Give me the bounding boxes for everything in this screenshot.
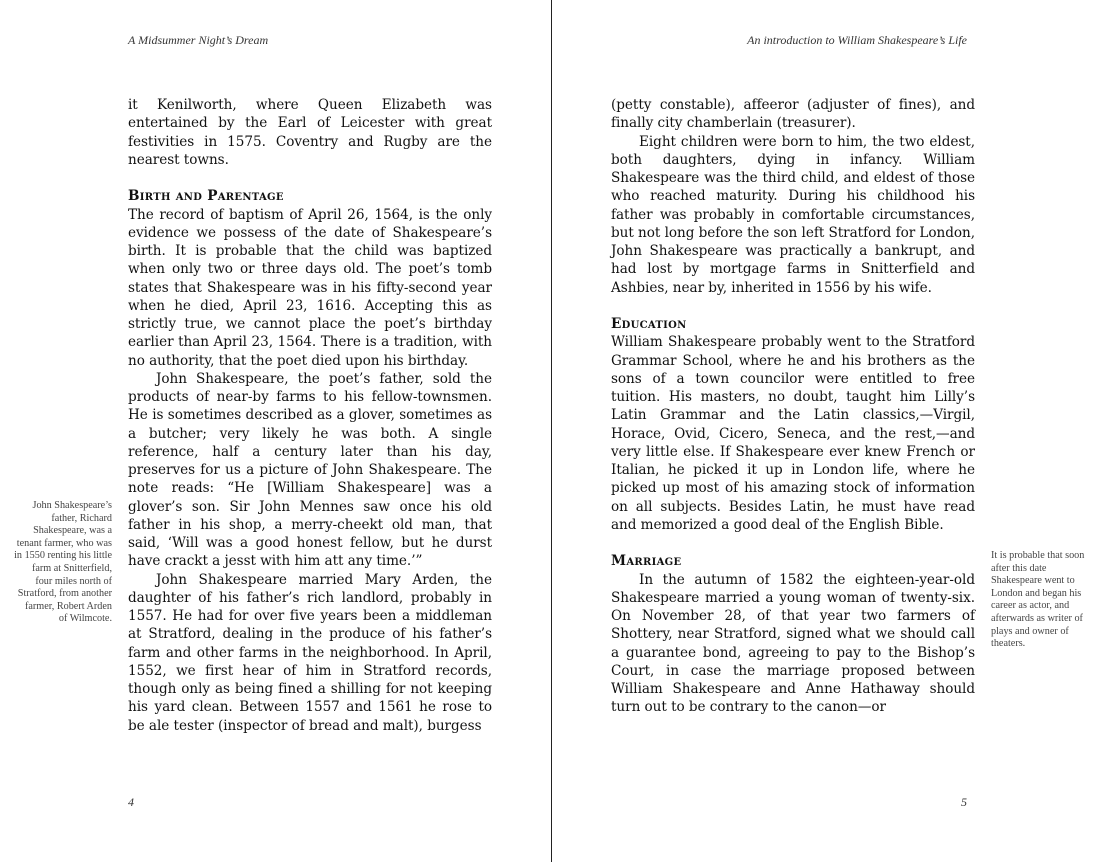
book-spine	[551, 0, 552, 862]
running-head-left: A Midsummer Night’s Dream	[128, 33, 269, 47]
page-number-left: 4	[128, 795, 134, 809]
running-head-right: An introduction to William Shakespeare’s Life	[747, 33, 967, 47]
paragraph-father: John Shakespeare, the poet’s father, sold the products of near-by farms to his fellow-townsmen. He is sometimes described as a glover, sometimes as a butcher; very likely he was both. A single reference, half a century later than his day, preserves for us a picture of John Shakespeare. The note reads: “He [William Shakespeare] was a glover’s son. Sir John Mennes saw once his old father in his shop, a merry-cheekt old man, that said, ‘Will was a good honest fellow, but he durst have crackt a jesst with him att any time.’”	[128, 370, 492, 570]
paragraph-children: Eight children were born to him, the two eldest, both daughters, dying in infancy. William Shakespeare was the third child, and eldest of those who reached maturity. During his childhood his father was probably in comfortable circumstances, but not long before the son left Stratford for London, John Shakespeare was practically a bankrupt, and had lost by mortgage farms in Snitterfield and Ashbies, near by, inherited in 1556 by his wife.	[611, 133, 975, 296]
paragraph-marriage: In the autumn of 1582 the eighteen-year-old Shakespeare married a young woman of twenty-six. On November 28, of that year two farmers of Shottery, near Stratford, signed what we should call a guarantee bond, agreeing to pay to the Bishop’s Court, in case the marriage proposed between William Shakespeare and Anne Hathaway should turn out to be contrary to the canon—or	[611, 571, 975, 716]
paragraph-birth: The record of baptism of April 26, 1564, is the only evidence we possess of the date of Shakespeare’s birth. It is probable that the child was baptized when only two or three days old. The poet’s tomb states that Shakespeare was in his fifty-second year when he died, April 23, 1616. Accepting this as strictly true, we cannot place the poet’s birthday earlier than April 23, 1564. There is a tradition, with no authority, that the poet died upon his birthday.	[128, 206, 492, 369]
page-number-right: 5	[961, 795, 967, 809]
sidenote-left: John Shakespeare’s father, Richard Shakespeare, was a tenant farmer, who was in 1550 renting his little farm at Snitterfield, four miles north of Stratford, from another farmer, Robert Arden of Wilmcote.	[14, 500, 112, 625]
section-heading-education: Education	[611, 316, 687, 332]
continuation-paragraph-right: (petty constable), affeeror (adjuster of fines), and finally city chamberlain (treasurer).	[611, 97, 975, 132]
paragraph-marriage-arden: John Shakespeare married Mary Arden, the daughter of his father’s rich landlord, probably in 1557. He had for over five years been a middleman at Stratford, dealing in the produce of his father’s farm and other farms in the neighborhood. In April, 1552, we first hear of him in Stratford records, though only as being fined a shilling for not keeping his yard clean. Between 1557 and 1561 he rose to be ale tester (inspector of bread and malt), burgess	[128, 571, 492, 734]
section-heading-marriage: Marriage	[611, 553, 682, 570]
paragraph-education: William Shakespeare probably went to the Stratford Grammar School, where he and his brothers as the sons of a town councilor were entitled to free tuition. His masters, no doubt, taught him Lilly’s Latin Grammar and the Latin classics,—Virgil, Horace, Ovid, Cicero, Seneca, and the rest,—and very little else. If Shakespeare ever knew French or Italian, he picked it up in London life, where he picked up most of his amazing stock of information on all subjects. Besides Latin, he must have read and memorized a good deal of the English Bible.	[611, 334, 975, 533]
left-page-body	[128, 96, 492, 735]
sidenote-right: It is probable that soon after this date Shakespeare went to London and began his career as actor, and afterwards as writer of plays and owner of theaters.	[991, 550, 1085, 650]
section-heading-birth: Birth and Parentage	[128, 188, 284, 205]
continuation-paragraph: it Kenilworth, where Queen Elizabeth was entertained by the Earl of Leicester with great festivities in 1575. Coventry and Rugby are the nearest towns.	[128, 97, 492, 168]
right-page-body	[611, 96, 975, 717]
